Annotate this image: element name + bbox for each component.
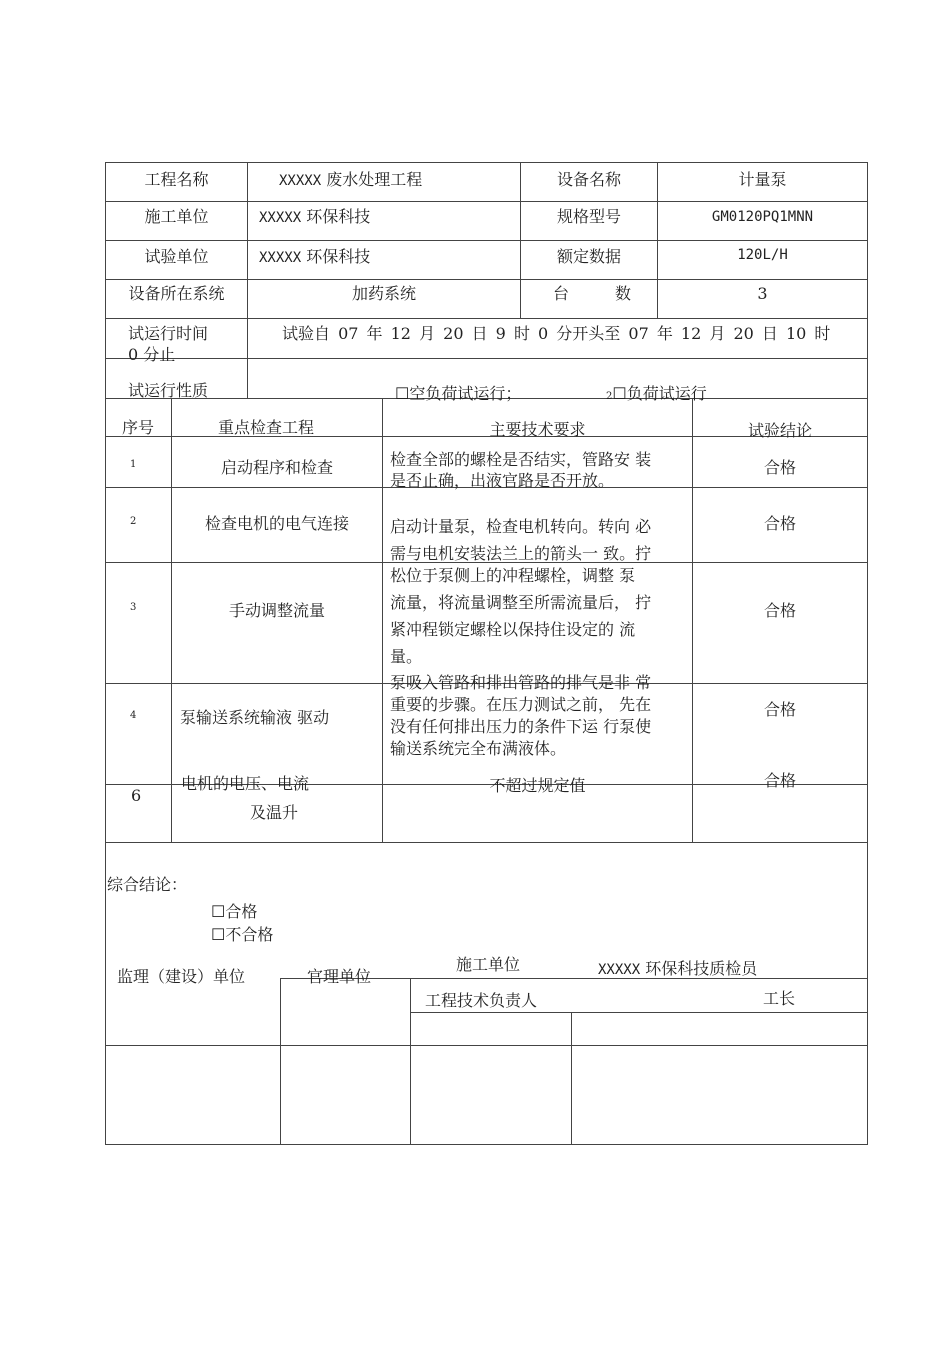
spec-model-label: 规格型号 [556, 207, 621, 226]
row-no: 2 [130, 516, 137, 527]
trial-time-value: 试验自 07 年 12 月 20 日 9 时 0 分开头至 07 年 12 月 20 日 10 时 [282, 324, 831, 343]
conclusion-label: 综合结论： [107, 875, 188, 894]
system-value: 加药系统 [351, 284, 416, 303]
row-item: 检查电机的电气连接 [204, 514, 349, 533]
row-no: 4 [130, 710, 137, 721]
equipment-name-value: 计量泵 [738, 170, 787, 189]
trial-nature-label: 试运行性质 [128, 381, 209, 400]
row-result: 合格 [763, 700, 796, 719]
foreman-label: 工长 [763, 989, 796, 1008]
row-requirement: 不超过规定值 [489, 776, 586, 795]
test-unit-value: XXXXX 环保科技 [259, 247, 371, 266]
foreman-signature-field[interactable] [572, 1046, 867, 1144]
tech-lead-signature-field[interactable] [411, 1046, 571, 1144]
row-no: 6 [131, 786, 142, 805]
row-requirement: 松位于泵侧上的冲程螺栓，调整 泵 流量，将流量调整至所需流量后， 拧 紧冲程锁定螺栓以保持住设定的 流 量。 [390, 566, 652, 666]
pass-checkbox[interactable]: ☐合格 [211, 902, 258, 921]
row-item: 电机的电压、电流 [181, 774, 310, 793]
row-item: 启动程序和检查 [220, 458, 333, 477]
row-result: 合格 [763, 601, 796, 620]
row-result: 合格 [763, 771, 796, 790]
construction-unit-sign-label: 施工单位 [456, 955, 521, 974]
col-result-header: 试验结论 [747, 421, 812, 440]
no-load-option: ☐空负荷试运行； [395, 384, 522, 403]
rated-data-value: 120L/H [737, 247, 788, 263]
row-no: 3 [130, 602, 137, 613]
management-unit-label: 官理单位 [307, 967, 372, 986]
col-item-header: 重点检查工程 [218, 418, 315, 437]
project-name-label: 工程名称 [144, 170, 209, 189]
quantity-value: 3 [757, 284, 768, 303]
management-signature-field[interactable] [281, 1046, 410, 1144]
system-label: 设备所在系统 [128, 284, 225, 303]
quantity-label: 台 数 [553, 284, 632, 303]
supervision-signature-field[interactable] [106, 1046, 280, 1144]
row-requirement: 启动计量泵，检查电机转向。转向 必 需与电机安装法兰上的箭头一 致。拧 [390, 517, 652, 563]
load-option: 2☐负荷试运行 [606, 384, 707, 403]
row-no: 1 [130, 459, 137, 470]
trial-time-label: 试运行时间 [128, 324, 209, 343]
row-item: 泵输送系统输液 驱动 [180, 708, 330, 727]
construction-unit-value: XXXXX 环保科技 [259, 207, 371, 226]
tech-lead-label: 工程技术负责人 [425, 991, 538, 1010]
col-requirement-header: 主要技术要求 [489, 420, 586, 439]
test-unit-label: 试验单位 [144, 247, 209, 266]
row-item: 手动调整流量 [228, 601, 325, 620]
spec-model-value: GM0120PQ1MNN [711, 209, 814, 225]
rated-data-label: 额定数据 [556, 247, 621, 266]
row-result: 合格 [763, 514, 796, 533]
project-name-value: XXXXX 废水处理工程 [279, 170, 423, 189]
fail-checkbox[interactable]: ☐不合格 [211, 925, 274, 944]
supervision-unit-label: 监理（建设）单位 [117, 967, 246, 986]
trial-time-label-end: 0 分止 [128, 345, 176, 364]
row-result: 合格 [763, 458, 796, 477]
row-requirement: 泵吸入管路和排出管路的排气是非 常 重要的步骤。在压力测试之前， 先在 没有任何排出压力的条件下运 行泵使 输送系统完全布满液体。 [390, 673, 652, 758]
row-item-cont: 及温升 [250, 803, 299, 822]
row-requirement: 检查全部的螺栓是否结实，管路安 装 是否止确，出液官路是否开放。 [390, 450, 652, 490]
quality-inspector-label: XXXXX 环保科技质检员 [598, 959, 758, 978]
construction-unit-label: 施工单位 [144, 207, 209, 226]
col-no-header: 序号 [122, 418, 155, 437]
equipment-name-label: 设备名称 [556, 170, 621, 189]
